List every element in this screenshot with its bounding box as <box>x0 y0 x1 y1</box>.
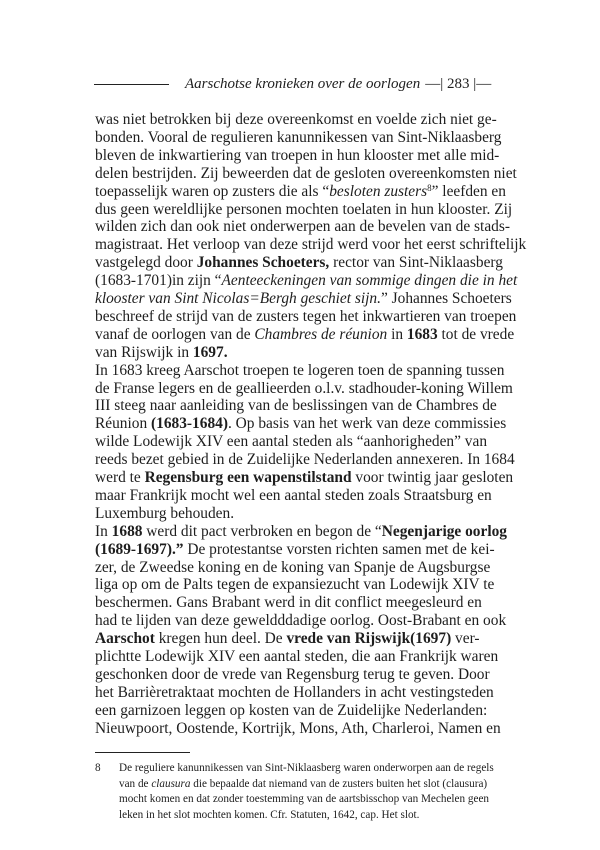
text-run: In <box>95 522 112 540</box>
text-line: bonden. Vooral de regulieren kanunnikessen van Sint-Niklaasberg <box>95 128 502 146</box>
text-line: maar Frankrijk mocht wel een aantal steden zoals Straatsburg en <box>95 486 492 504</box>
text-line: delen bestrijden. Zij beweerden dat de gesloten overeenkomsten niet <box>95 164 517 182</box>
text-run: voor twintig jaar gesloten <box>351 469 514 486</box>
text-line: beschermen. Gans Brabant werd in dit conflict meegesleurd en <box>95 594 482 612</box>
text-line: wilden zich dan ook niet onderwerpen aan de bevelen van de stads- <box>95 218 510 236</box>
text-line: wilde Lodewijk XIV een aantal steden als “aanhorigheden” van <box>95 433 488 451</box>
text-line: Nieuwpoort, Oostende, Kortrijk, Mons, Ath, Charleroi, Namen en <box>95 719 501 737</box>
text-run: in <box>387 325 407 343</box>
bold-years: (1683-1684) <box>151 415 228 433</box>
italic-term: clausura <box>151 777 191 790</box>
bold-year: 1697. <box>192 343 228 361</box>
footnote-line: De reguliere kanunnikessen van Sint-Niklaasberg waren onderworpen aan de regels <box>119 762 494 774</box>
text-run: toepasselijk waren op zusters die als “ <box>95 182 330 200</box>
footnote-line: leken in het slot mochten komen. Cfr. Statuten, 1642, cap. Het slot. <box>119 808 420 821</box>
text-line: het Barrièretraktaat mochten de Hollanders in acht vestingsteden <box>95 683 494 701</box>
text-line: geschonken door de vrede van Regensburg terug te geven. Door <box>95 665 490 683</box>
text-run: van de <box>119 777 152 790</box>
text-run: vastgelegd door <box>95 254 197 272</box>
italic-term: besloten zusters <box>329 182 428 200</box>
text-run: De protestantse vorsten richten samen met de kei- <box>183 540 495 558</box>
text-line: plichtte Lodewijk XIV een aantal steden, die aan Frankrijk waren <box>95 648 499 665</box>
running-title: Aarschotse kronieken over de oorlogen <box>185 75 421 92</box>
footnote-ref-8[interactable]: 8 <box>427 182 432 193</box>
text-line: een garnizoen leggen op kosten van de Zuidelijke Nederlanden: <box>95 701 488 719</box>
text-run: van Rijswijk in <box>95 343 193 361</box>
text-run: werd dit pact verbroken en begon de “ <box>142 522 382 540</box>
italic-title: Aenteeckeningen van sommige dingen die in het <box>221 272 518 290</box>
text-run: ” Johannes Schoeters <box>380 290 512 307</box>
bold-year: 1683 <box>406 325 438 343</box>
text-run: . Op basis van het werk van deze commissies <box>227 415 507 433</box>
text-line: reeds bezet gebied in de Zuidelijke Nederlanden annexeren. In 1684 <box>95 451 515 469</box>
text-run: vanaf de oorlogen van de <box>95 325 255 343</box>
bold-name: Johannes Schoeters, <box>196 254 330 272</box>
text-run: ver- <box>451 630 480 648</box>
footnote-number: 8 <box>95 762 101 774</box>
bold-place: Aarschot <box>95 630 155 648</box>
text-run: (1683-1701)in zijn “ <box>95 272 222 290</box>
bold-phrase: Regensburg een wapenstilstand <box>144 469 352 486</box>
text-line: de Franse legers en de geallieerden o.l.v. stadhouder-koning Willem <box>95 379 513 397</box>
text-line: magistraat. Het verloop van deze strijd werd voor het eerst schriftelijk <box>95 236 527 254</box>
text-line: III steeg naar aanleiding van de beslissingen van de Chambres de <box>95 397 497 415</box>
text-line: Luxemburg behouden. <box>95 504 235 522</box>
text-line: bleven de inkwartiering van troepen in hun klooster met alle mid- <box>95 146 500 164</box>
bold-phrase: Negenjarige oorlog <box>381 522 508 540</box>
italic-title: klooster van Sint Nicolas=Bergh geschiet sijn. <box>95 290 381 307</box>
page-number: —| 283 |— <box>425 75 492 92</box>
footnote-line: mocht komen en dat zonder toestemming van de aartsbisschop van Mechelen geen <box>119 793 490 805</box>
text-line: zer, de Zweedse koning en de koning van Spanje de Augsburgse <box>95 558 491 576</box>
text-run: rector van Sint-Niklaasberg <box>329 254 503 272</box>
text-line: was niet betrokken bij deze overeenkomst en voelde zich niet ge- <box>95 111 497 128</box>
italic-term: Chambres de réunion <box>254 325 388 343</box>
text-run: ” leefden en <box>431 182 506 200</box>
bold-years: (1689-1697).” <box>95 540 184 558</box>
text-line: In 1683 kreeg Aarschot troepen te logeren toen de spanning tussen <box>95 361 505 379</box>
text-run: Réunion <box>95 415 152 433</box>
bold-phrase: vrede van Rijswijk(1697) <box>286 630 452 648</box>
text-run: kregen hun deel. De <box>154 630 287 648</box>
text-line: dus geen wereldlijke personen mochten toelaten in hun klooster. Zij <box>95 200 513 218</box>
text-run: die bepaalde dat niemand van de zusters buiten het slot (clausura) <box>190 777 488 790</box>
text-run: werd te <box>95 469 145 486</box>
text-line: had te lijden van deze geweldddadige oorlog. Oost-Brabant en ook <box>95 612 507 630</box>
text-line: liga op om de Palts tegen de expansiezucht van Lodewijk XIV te <box>95 576 495 594</box>
bold-year: 1688 <box>111 522 143 540</box>
text-run: tot de vrede <box>437 325 515 343</box>
text-line: beschreef de strijd van de zusters tegen het inkwartieren van troepen <box>95 307 517 325</box>
footnote-line <box>119 777 535 792</box>
